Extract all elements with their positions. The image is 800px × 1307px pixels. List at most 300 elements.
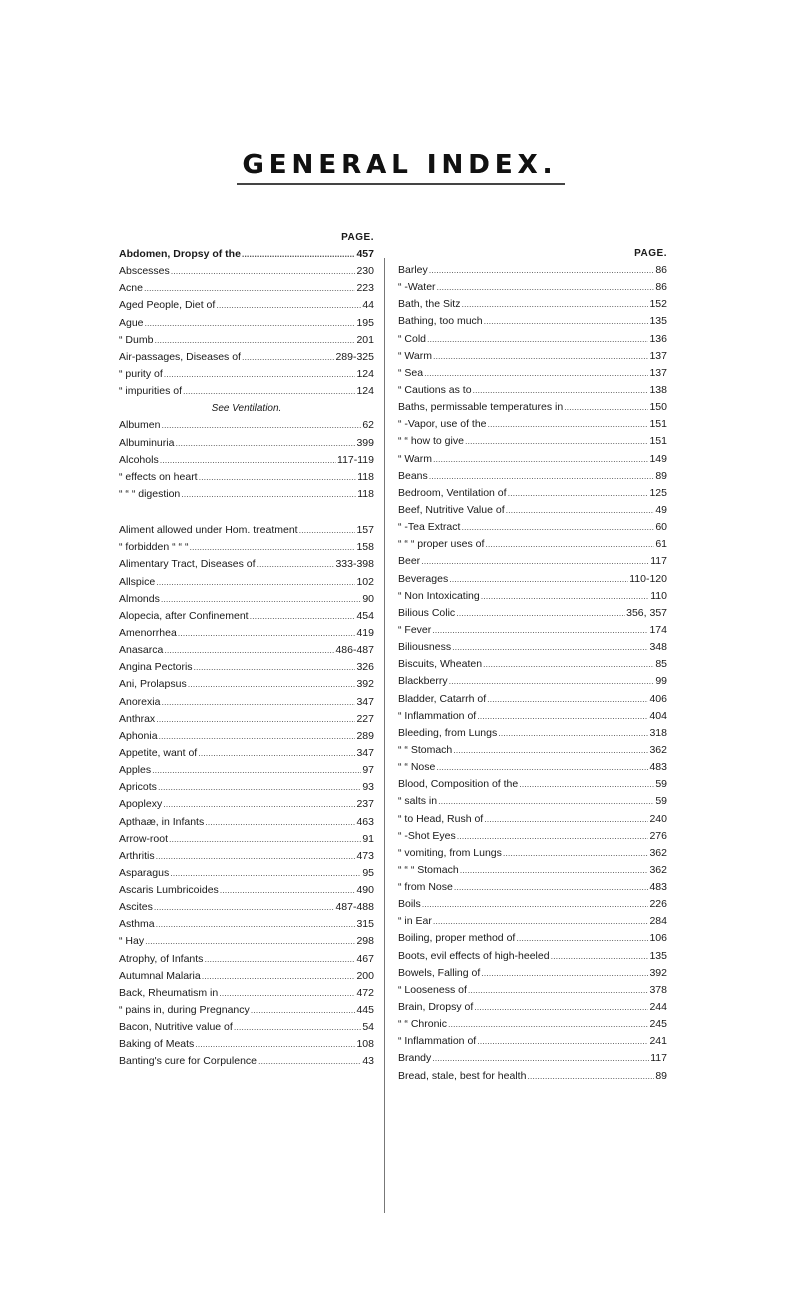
entry-label: Apples — [119, 764, 152, 777]
index-entry — [119, 745, 374, 762]
entry-page-number: 117 — [650, 1052, 667, 1065]
dot-leader — [159, 728, 356, 745]
index-entry — [119, 985, 374, 1002]
entry-label: “ Looseness of — [398, 983, 467, 996]
entry-label: Atrophy, of Infants — [119, 952, 204, 965]
entry-label: Beef, Nutritive Value of — [398, 503, 505, 516]
entry-label: “ -Water — [398, 281, 436, 294]
dot-leader — [424, 365, 648, 382]
dot-leader — [216, 297, 361, 314]
entry-page-number: 102 — [356, 575, 374, 588]
dot-leader — [468, 982, 649, 999]
index-column-left — [119, 230, 374, 1071]
index-entry — [398, 965, 667, 982]
dot-leader — [460, 862, 649, 879]
entry-page-number: 117 — [650, 555, 667, 568]
dot-leader — [144, 280, 356, 297]
entry-page-number: 137 — [649, 349, 667, 362]
entry-label: Anorexia — [119, 695, 161, 708]
entry-label: Acne — [119, 282, 143, 295]
entry-page-number: 137 — [649, 366, 667, 379]
entry-label: Bacon, Nutritive value of — [119, 1021, 233, 1034]
entry-label: “ Warm — [398, 349, 433, 362]
entry-label: Ascites — [119, 901, 153, 914]
entry-page-number: 463 — [356, 815, 374, 828]
page-column-header: PAGE. — [341, 232, 374, 243]
entry-page-number: 61 — [655, 538, 667, 551]
index-entry — [119, 659, 374, 676]
index-entry — [398, 468, 667, 485]
entry-page-number: 226 — [649, 898, 667, 911]
entry-page-number: 108 — [356, 1038, 374, 1051]
index-entry — [398, 553, 667, 570]
entry-page-number: 399 — [356, 436, 374, 449]
entry-label: Abdomen, Dropsy of the — [119, 248, 241, 260]
entry-page-number: 244 — [649, 1001, 667, 1014]
entry-page-number: 289 — [356, 729, 374, 742]
entry-label: “ Non Intoxicating — [398, 589, 480, 602]
dot-leader — [433, 348, 648, 365]
dot-leader — [154, 899, 335, 916]
index-entry — [398, 382, 667, 399]
entry-page-number: 90 — [362, 592, 374, 605]
index-entry — [398, 416, 667, 433]
entry-label: Abscesses — [119, 265, 170, 278]
index-entry — [119, 882, 374, 899]
entry-label: “ purity of — [119, 367, 163, 380]
entry-page-number: 118 — [357, 487, 374, 500]
index-entry — [119, 315, 374, 332]
index-entry — [398, 485, 667, 502]
entry-page-number: 318 — [649, 726, 667, 739]
entry-page-number: 89 — [655, 469, 667, 482]
dot-leader — [205, 814, 355, 831]
entry-page-number: 487-488 — [335, 901, 374, 914]
index-entry — [398, 725, 667, 742]
dot-leader — [436, 759, 648, 776]
entry-page-number: 347 — [356, 695, 374, 708]
entry-page-number: 392 — [356, 678, 374, 691]
index-list-a-top — [119, 246, 374, 503]
entry-page-number: 86 — [655, 281, 667, 294]
entry-page-number: 174 — [649, 623, 667, 636]
entry-page-number: 118 — [357, 470, 374, 483]
index-column-right — [398, 246, 667, 1085]
index-entry — [119, 796, 374, 813]
index-entry — [119, 1053, 374, 1070]
entry-page-number: 106 — [649, 932, 667, 945]
dot-leader — [473, 382, 649, 399]
dot-leader — [199, 469, 357, 486]
dot-leader — [564, 399, 648, 416]
entry-label: Biscuits, Wheaten — [398, 658, 483, 671]
index-entry — [119, 486, 374, 503]
entry-label: “ “ Nose — [398, 761, 436, 774]
index-entry — [398, 759, 667, 776]
entry-page-number: 473 — [356, 849, 374, 862]
dot-leader — [422, 896, 649, 913]
entry-page-number: 86 — [655, 264, 667, 276]
entry-label: Almonds — [119, 592, 160, 605]
dot-leader — [156, 848, 356, 865]
entry-page-number: 59 — [655, 778, 667, 791]
dot-leader — [506, 502, 655, 519]
entry-page-number: 472 — [356, 986, 374, 999]
index-entry — [119, 865, 374, 882]
index-entry — [398, 348, 667, 365]
dot-leader — [461, 519, 654, 536]
entry-page-number: 95 — [362, 866, 374, 879]
dot-leader — [449, 571, 628, 588]
entry-page-number: 158 — [356, 541, 374, 554]
index-entry — [398, 999, 667, 1016]
dot-leader — [438, 793, 654, 810]
entry-page-number: 117-119 — [337, 453, 374, 466]
entry-page-number: 43 — [362, 1055, 374, 1068]
entry-page-number: 289-325 — [335, 350, 374, 363]
dot-leader — [251, 1002, 356, 1019]
dot-leader — [195, 1036, 355, 1053]
dot-leader — [449, 673, 655, 690]
entry-label: “ effects on heart — [119, 470, 198, 483]
entry-label: “ salts in — [398, 795, 438, 808]
entry-label: Angina Pectoris — [119, 661, 193, 674]
dot-leader — [164, 642, 334, 659]
entry-label: Apoplexy — [119, 798, 163, 811]
index-entry — [119, 848, 374, 865]
dot-leader — [429, 262, 655, 279]
index-entry — [119, 625, 374, 642]
entry-label: Apricots — [119, 781, 157, 794]
dot-leader — [453, 742, 648, 759]
dot-leader — [160, 452, 336, 469]
entry-page-number: 230 — [356, 265, 374, 278]
dot-leader — [488, 416, 649, 433]
entry-label: Ani, Prolapsus — [119, 678, 187, 691]
entry-label: Anasarca — [119, 644, 164, 657]
entry-label: Boots, evil effects of high-heeled — [398, 949, 550, 962]
index-entry — [119, 452, 374, 469]
index-entry — [119, 556, 374, 573]
dot-leader — [234, 1019, 362, 1036]
entry-label: “ Dumb — [119, 333, 154, 346]
index-entry — [398, 862, 667, 879]
entry-page-number: 201 — [356, 333, 374, 346]
index-entry — [119, 814, 374, 831]
index-entry — [398, 262, 667, 279]
dot-leader — [461, 296, 648, 313]
index-entry — [398, 811, 667, 828]
dot-leader — [145, 933, 355, 950]
dot-leader — [477, 1033, 648, 1050]
entry-page-number: 486-487 — [335, 644, 374, 657]
dot-leader — [429, 468, 655, 485]
dot-leader — [219, 985, 355, 1002]
index-entry — [119, 642, 374, 659]
index-entry — [398, 845, 667, 862]
index-list-a-bottom — [119, 522, 374, 1071]
entry-page-number: 91 — [362, 832, 374, 845]
index-entry — [398, 1068, 667, 1085]
entry-page-number: 223 — [356, 282, 374, 295]
entry-label: “ “ how to give — [398, 435, 464, 448]
index-entry — [119, 694, 374, 711]
entry-label: “ pains in, during Pregnancy — [119, 1004, 250, 1017]
entry-label: Asthma — [119, 918, 155, 931]
index-entry — [119, 383, 374, 400]
entry-label: Bowels, Falling of — [398, 966, 481, 979]
index-entry — [119, 522, 374, 539]
index-entry — [119, 933, 374, 950]
index-entry — [398, 451, 667, 468]
entry-page-number: 348 — [649, 641, 667, 654]
entry-page-number: 99 — [655, 675, 667, 688]
dot-leader — [481, 965, 648, 982]
title-underline — [237, 183, 565, 185]
entry-page-number: 362 — [649, 846, 667, 859]
dot-leader — [481, 588, 650, 605]
dot-leader — [161, 591, 361, 608]
dot-leader — [183, 383, 355, 400]
entry-page-number: 62 — [362, 419, 374, 432]
dot-leader — [433, 913, 649, 930]
entry-label: “ -Shot Eyes — [398, 829, 456, 842]
index-entry — [119, 280, 374, 297]
dot-leader — [516, 930, 648, 947]
index-entry — [119, 297, 374, 314]
entry-page-number: 362 — [649, 743, 667, 756]
entry-page-number: 227 — [356, 712, 374, 725]
entry-page-number: 326 — [356, 661, 374, 674]
entry-page-number: 298 — [356, 935, 374, 948]
dot-leader — [452, 639, 648, 656]
entry-label: “ “ Chronic — [398, 1018, 448, 1031]
entry-label: Boils — [398, 898, 421, 911]
dot-leader — [433, 451, 648, 468]
entry-page-number: 356, 357 — [626, 606, 667, 619]
dot-leader — [178, 625, 356, 642]
entry-page-number: 347 — [356, 746, 374, 759]
dot-leader — [551, 948, 649, 965]
dot-leader — [484, 811, 648, 828]
entry-label: Bleeding, from Lungs — [398, 726, 498, 739]
index-entry — [398, 982, 667, 999]
dot-leader — [484, 313, 649, 330]
entry-page-number: 392 — [649, 966, 667, 979]
index-entry — [119, 246, 374, 263]
entry-page-number: 237 — [356, 798, 374, 811]
dot-leader — [170, 865, 361, 882]
index-entry — [398, 639, 667, 656]
dot-leader — [477, 708, 648, 725]
index-entry — [119, 366, 374, 383]
index-entry — [398, 605, 667, 622]
entry-page-number: 59 — [655, 795, 667, 808]
entry-page-number: 124 — [356, 385, 374, 398]
index-entry — [398, 656, 667, 673]
dot-leader — [250, 608, 356, 625]
index-entry — [398, 691, 667, 708]
index-entry — [398, 296, 667, 313]
entry-label: Brain, Dropsy of — [398, 1001, 474, 1014]
dot-leader — [164, 366, 356, 383]
dot-leader — [503, 845, 649, 862]
dot-leader — [175, 435, 355, 452]
entry-page-number: 457 — [356, 248, 374, 260]
index-entry — [119, 831, 374, 848]
dot-leader — [465, 433, 649, 450]
index-entry — [398, 433, 667, 450]
entry-label: Beverages — [398, 572, 449, 585]
dot-leader — [456, 605, 625, 622]
entry-page-number: 240 — [649, 812, 667, 825]
dot-leader — [519, 776, 654, 793]
index-entry — [119, 916, 374, 933]
dot-leader — [427, 331, 648, 348]
entry-label: Boiling, proper method of — [398, 932, 516, 945]
entry-label: “ Warm — [398, 452, 433, 465]
dot-leader — [181, 486, 356, 503]
index-entry — [119, 349, 374, 366]
entry-page-number: 445 — [356, 1004, 374, 1017]
entry-label: Anthrax — [119, 712, 156, 725]
entry-label: “ Inflammation of — [398, 709, 477, 722]
entry-page-number: 49 — [655, 503, 667, 516]
dot-leader — [299, 522, 356, 539]
entry-page-number: 150 — [649, 401, 667, 414]
dot-leader — [483, 656, 654, 673]
index-entry — [398, 708, 667, 725]
entry-label: Allspice — [119, 575, 156, 588]
index-entry — [398, 896, 667, 913]
entry-label: “ impurities of — [119, 385, 183, 398]
entry-page-number: 157 — [356, 524, 374, 537]
dot-leader — [257, 556, 335, 573]
entry-page-number: 124 — [356, 367, 374, 380]
index-entry — [398, 828, 667, 845]
index-entry — [119, 968, 374, 985]
index-entry — [119, 728, 374, 745]
entry-label: Air-passages, Diseases of — [119, 350, 241, 363]
index-entry — [119, 400, 374, 417]
index-entry — [398, 1050, 667, 1067]
entry-label: “ -Vapor, use of the — [398, 418, 487, 431]
page-title: GENERAL INDEX. — [242, 150, 558, 180]
index-entry — [398, 279, 667, 296]
entry-page-number: 454 — [356, 609, 374, 622]
entry-label: “ to Head, Rush of — [398, 812, 484, 825]
index-entry — [119, 711, 374, 728]
dot-leader — [448, 1016, 648, 1033]
index-entry — [119, 263, 374, 280]
dot-leader — [498, 725, 648, 742]
dot-leader — [156, 916, 356, 933]
index-entry — [119, 435, 374, 452]
entry-page-number: 195 — [356, 316, 374, 329]
index-entry — [398, 742, 667, 759]
index-entry — [398, 622, 667, 639]
entry-label: Biliousness — [398, 641, 452, 654]
entry-page-number: 135 — [649, 315, 667, 328]
index-entry — [119, 1002, 374, 1019]
entry-page-number: 93 — [362, 781, 374, 794]
index-entry — [398, 1016, 667, 1033]
entry-page-number: 60 — [655, 521, 667, 534]
dot-leader — [161, 694, 355, 711]
entry-label: Bread, stale, best for health — [398, 1069, 527, 1082]
entry-label: Bilious Colic — [398, 606, 456, 619]
entry-label: “ Sea — [398, 366, 424, 379]
entry-label: “ Inflammation of — [398, 1035, 477, 1048]
index-entry — [119, 1019, 374, 1036]
entry-label: Arrow-root — [119, 832, 169, 845]
entry-label: Apthaæ, in Infants — [119, 815, 205, 828]
dot-leader — [171, 263, 356, 280]
dot-leader — [154, 332, 355, 349]
entry-label: Aliment allowed under Hom. treatment — [119, 524, 298, 537]
index-entry — [398, 519, 667, 536]
index-entry — [398, 930, 667, 947]
entry-label: Baking of Meats — [119, 1038, 195, 1051]
entry-page-number: 97 — [362, 764, 374, 777]
dot-leader — [188, 676, 356, 693]
dot-leader — [437, 279, 655, 296]
dot-leader — [145, 315, 356, 332]
entry-label: “ forbidden “ “ “ — [119, 541, 189, 554]
index-entry — [398, 913, 667, 930]
entry-label: Asparagus — [119, 866, 170, 879]
dot-leader — [202, 968, 356, 985]
index-entry — [119, 539, 374, 556]
entry-label: “ Cautions as to — [398, 383, 472, 396]
index-entry — [398, 1033, 667, 1050]
index-entry — [119, 899, 374, 916]
entry-label: Arthritis — [119, 849, 155, 862]
entry-label: Bedroom, Ventilation of — [398, 486, 507, 499]
dot-leader — [161, 417, 361, 434]
dot-leader — [194, 659, 356, 676]
dot-leader — [198, 745, 355, 762]
index-entry — [398, 331, 667, 348]
entry-label: “ -Tea Extract — [398, 521, 461, 534]
dot-leader — [156, 574, 355, 591]
index-entry — [398, 588, 667, 605]
entry-page-number: 483 — [649, 881, 667, 894]
index-entry — [398, 571, 667, 588]
entry-page-number: 110-120 — [629, 572, 667, 585]
index-entry — [398, 502, 667, 519]
dot-leader — [163, 796, 355, 813]
entry-page-number: 138 — [649, 383, 667, 396]
index-entry — [119, 762, 374, 779]
index-entry — [398, 673, 667, 690]
index-entry — [398, 776, 667, 793]
dot-leader — [454, 879, 649, 896]
entry-page-number: 135 — [649, 949, 667, 962]
entry-label: Ascaris Lumbricoides — [119, 884, 219, 897]
entry-label: Aphonia — [119, 729, 158, 742]
index-entry — [119, 574, 374, 591]
entry-label: Alimentary Tract, Diseases of — [119, 558, 256, 571]
dot-leader — [474, 999, 648, 1016]
entry-label: “ Cold — [398, 332, 427, 345]
entry-page-number: 245 — [649, 1018, 667, 1031]
entry-label: Blackberry — [398, 675, 448, 688]
index-entry — [119, 469, 374, 486]
entry-label: Aged People, Diet of — [119, 299, 216, 312]
entry-label: Beer — [398, 555, 421, 568]
index-entry — [398, 948, 667, 965]
